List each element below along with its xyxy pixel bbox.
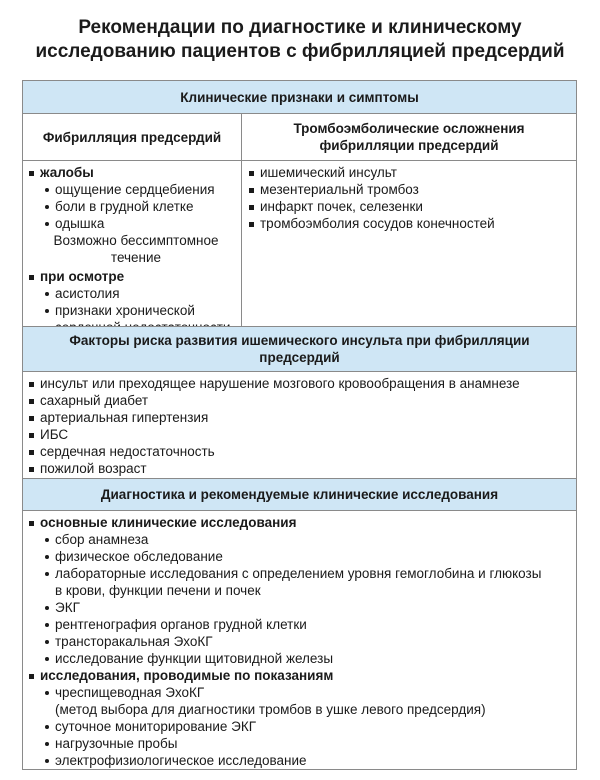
list-item: трансторакальная ЭхоКГ xyxy=(27,633,572,650)
basic-studies-heading: основные клинические исследования xyxy=(27,514,572,531)
section3-header xyxy=(23,478,576,511)
list-item: сбор анамнеза xyxy=(27,531,572,548)
risk-factors-list xyxy=(27,375,572,477)
diagnostics-list xyxy=(27,514,572,769)
list-item: ЭКГ xyxy=(27,599,572,616)
page-title-line2: исследованию пациентов с фибрилляцией предсердий xyxy=(35,41,565,62)
page-title xyxy=(0,16,600,64)
list-item: физическое обследование xyxy=(27,548,572,565)
page-title-line1: Рекомендации по диагностике и клиническому xyxy=(78,17,522,38)
list-item: сахарный диабет xyxy=(27,392,572,409)
list-item: ИБС xyxy=(27,426,572,443)
col2-header-line2: фибрилляции предсердий xyxy=(319,138,499,153)
recommendations-table xyxy=(22,80,577,770)
list-item: чреспищеводная ЭхоКГ xyxy=(27,684,572,701)
column-divider xyxy=(241,114,242,326)
list-item: инфаркт почек, селезенки xyxy=(247,198,572,215)
col2-list xyxy=(247,164,572,232)
list-item: асистолия xyxy=(27,285,239,302)
list-item: сердечная недостаточность xyxy=(27,443,572,460)
list-item: суточное мониторирование ЭКГ xyxy=(27,718,572,735)
section2-header xyxy=(23,326,576,372)
asymptomatic-note-line1: Возможно бессимптомное xyxy=(53,233,219,248)
list-item: мезентериальнй тромбоз xyxy=(247,181,572,198)
list-item: тромбоэмболия сосудов конечностей xyxy=(247,215,572,232)
complaints-heading: жалобы xyxy=(27,164,239,181)
list-item: пожилой возраст xyxy=(27,460,572,477)
list-item: одышка xyxy=(27,215,239,232)
section1-header-text: Клинические признаки и симптомы xyxy=(180,89,419,105)
list-item: ишемический инсульт xyxy=(247,164,572,181)
col1-header xyxy=(23,114,241,160)
list-item: рентгенография органов грудной клетки xyxy=(27,616,572,633)
list-item: исследование функции щитовидной железы xyxy=(27,650,572,667)
section3-header-text: Диагностика и рекомендуемые клинические исследования xyxy=(100,487,499,502)
section2-header-line2: предсердий xyxy=(259,350,340,365)
list-item: электрофизиологическое исследование xyxy=(27,752,572,769)
col2-header-line1: Тромбоэмболические осложнения xyxy=(293,121,525,136)
divider xyxy=(23,160,576,161)
list-item: артериальная гипертензия xyxy=(27,409,572,426)
col2-header xyxy=(242,114,576,160)
list-item: боли в грудной клетке xyxy=(27,198,239,215)
col1-list xyxy=(27,164,239,336)
indicated-studies-heading: исследования, проводимые по показаниям xyxy=(27,667,572,684)
col1-header-text: Фибрилляция предсердий xyxy=(42,129,222,145)
list-item: ощущение сердцебиения xyxy=(27,181,239,198)
exam-heading: при осмотре xyxy=(27,268,239,285)
list-item-continuation: (метод выбора для диагностики тромбов в ушке левого предсердия) xyxy=(55,702,486,717)
list-item-continuation: в крови, функции печени и почек xyxy=(55,583,261,598)
list-item: нагрузочные пробы xyxy=(27,735,572,752)
list-item: лабораторные исследования с определением уровня гемоглобина и глюкозы xyxy=(27,565,572,582)
section1-header xyxy=(23,81,576,114)
section2-header-line1: Факторы риска развития ишемического инсульта при фибрилляции xyxy=(69,333,530,348)
list-item: инсульт или преходящее нарушение мозгового кровообращения в анамнезе xyxy=(27,375,572,392)
asymptomatic-note-line2: течение xyxy=(110,250,162,265)
list-item: признаки хронической xyxy=(27,302,239,319)
